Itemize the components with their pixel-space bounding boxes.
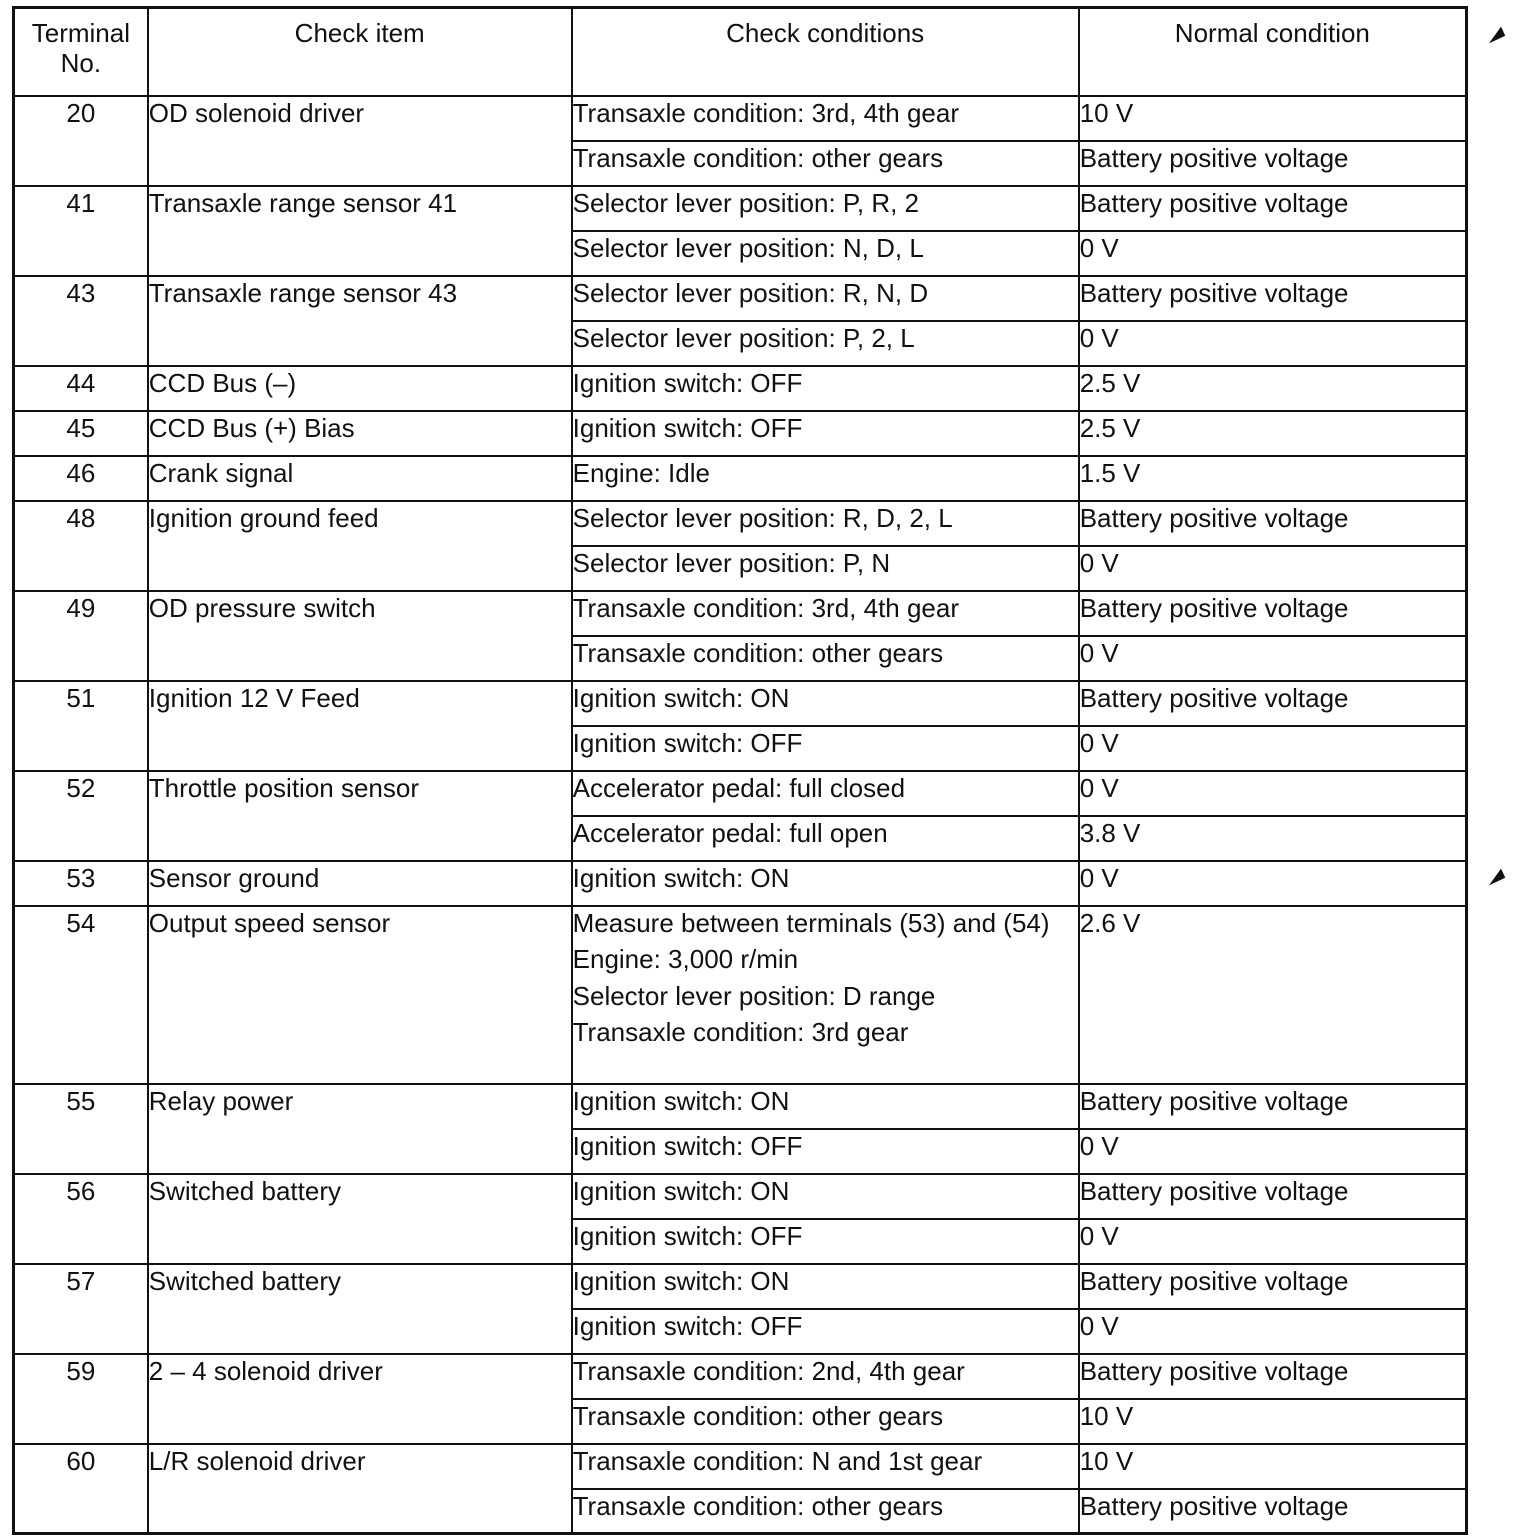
check-condition: Ignition switch: ON: [572, 861, 1079, 906]
check-condition: Transaxle condition: 3rd, 4th gear: [572, 591, 1079, 636]
normal-condition: Battery positive voltage: [1079, 1354, 1467, 1399]
header-row: [14, 8, 1467, 96]
normal-condition: Battery positive voltage: [1079, 681, 1467, 726]
table-row: [14, 366, 1467, 411]
normal-condition: 0 V: [1079, 1309, 1467, 1354]
terminal-number: 54: [14, 906, 148, 1084]
check-condition: Selector lever position: N, D, L: [572, 231, 1079, 276]
normal-condition: 0 V: [1079, 321, 1467, 366]
condition-line: Selector lever position: D range: [572, 980, 936, 1011]
check-item: Relay power: [148, 1084, 572, 1174]
check-condition: Transaxle condition: other gears: [572, 636, 1079, 681]
table-row: [14, 186, 1467, 231]
table-row: [14, 1084, 1467, 1129]
check-condition: Ignition switch: OFF: [572, 1219, 1079, 1264]
normal-condition: 10 V: [1079, 1399, 1467, 1444]
check-condition: Selector lever position: R, D, 2, L: [572, 501, 1079, 546]
terminal-number: 55: [14, 1084, 148, 1174]
revision-mark: [1485, 27, 1506, 44]
revision-mark: [1485, 869, 1506, 886]
normal-condition: Battery positive voltage: [1079, 1264, 1467, 1309]
check-condition: Transaxle condition: other gears: [572, 1489, 1079, 1534]
terminal-number: 53: [14, 861, 148, 906]
check-item: 2 – 4 solenoid driver: [148, 1354, 572, 1444]
terminal-number: 41: [14, 186, 148, 276]
check-condition: Ignition switch: OFF: [572, 1129, 1079, 1174]
check-condition: Ignition switch: ON: [572, 1174, 1079, 1219]
condition-line: Engine: 3,000 r/min: [572, 944, 799, 974]
table-row: [14, 1354, 1467, 1399]
normal-condition: 2.5 V: [1079, 366, 1467, 411]
header-check-item: Check item: [148, 8, 572, 96]
terminal-check-sheet: [12, 6, 1468, 1531]
check-item: OD solenoid driver: [148, 96, 572, 186]
normal-condition: Battery positive voltage: [1079, 1084, 1467, 1129]
normal-condition: Battery positive voltage: [1079, 276, 1467, 321]
check-item: L/R solenoid driver: [148, 1444, 572, 1534]
normal-condition: Battery positive voltage: [1079, 1174, 1467, 1219]
check-item: CCD Bus (+) Bias: [148, 411, 572, 456]
table-row: [14, 411, 1467, 456]
check-condition: Ignition switch: ON: [572, 1084, 1079, 1129]
normal-condition: Battery positive voltage: [1079, 186, 1467, 231]
check-condition: Selector lever position: P, R, 2: [572, 186, 1079, 231]
normal-condition: Battery positive voltage: [1079, 591, 1467, 636]
normal-condition: 0 V: [1079, 726, 1467, 771]
table-row: [14, 771, 1467, 816]
terminal-number: 43: [14, 276, 148, 366]
table-row: [14, 96, 1467, 141]
check-condition: Ignition switch: OFF: [572, 726, 1079, 771]
check-condition: Transaxle condition: 3rd, 4th gear: [572, 96, 1079, 141]
check-condition: Ignition switch: OFF: [572, 366, 1079, 411]
normal-condition: 1.5 V: [1079, 456, 1467, 501]
table-row: [14, 501, 1467, 546]
check-condition: Selector lever position: R, N, D: [572, 276, 1079, 321]
terminal-number: 56: [14, 1174, 148, 1264]
normal-condition: 0 V: [1079, 636, 1467, 681]
table-row: [14, 1444, 1467, 1489]
check-condition: Ignition switch: OFF: [572, 411, 1079, 456]
table-row: [14, 906, 1467, 1084]
normal-condition: 3.8 V: [1079, 816, 1467, 861]
normal-condition: 2.6 V: [1079, 906, 1467, 1084]
check-item: Throttle position sensor: [148, 771, 572, 861]
check-item: Crank signal: [148, 456, 572, 501]
condition-line: Transaxle condition: 3rd gear: [572, 1017, 909, 1047]
check-item: Sensor ground: [148, 861, 572, 906]
terminal-number: 20: [14, 96, 148, 186]
header-terminal: Terminal No.: [14, 8, 148, 96]
terminal-number: 44: [14, 366, 148, 411]
terminal-number: 49: [14, 591, 148, 681]
check-condition: Accelerator pedal: full closed: [572, 771, 1079, 816]
terminal-number: 48: [14, 501, 148, 591]
table-row: [14, 1174, 1467, 1219]
table-row: [14, 456, 1467, 501]
terminal-check-table: [12, 6, 1468, 1535]
check-condition: Selector lever position: P, 2, L: [572, 321, 1079, 366]
normal-condition: Battery positive voltage: [1079, 501, 1467, 546]
check-item: Ignition ground feed: [148, 501, 572, 591]
table-row: [14, 681, 1467, 726]
check-condition: Ignition switch: OFF: [572, 1309, 1079, 1354]
check-condition: Transaxle condition: N and 1st gear: [572, 1444, 1079, 1489]
normal-condition: 10 V: [1079, 1444, 1467, 1489]
table-row: [14, 861, 1467, 906]
check-item: CCD Bus (–): [148, 366, 572, 411]
terminal-number: 51: [14, 681, 148, 771]
normal-condition: 0 V: [1079, 1129, 1467, 1174]
normal-condition: 10 V: [1079, 96, 1467, 141]
header-check-conditions: Check conditions: [572, 8, 1079, 96]
normal-condition: Battery positive voltage: [1079, 1489, 1467, 1534]
terminal-number: 46: [14, 456, 148, 501]
check-condition: Ignition switch: ON: [572, 681, 1079, 726]
check-condition: Engine: Idle: [572, 456, 1079, 501]
check-condition: Accelerator pedal: full open: [572, 816, 1079, 861]
check-condition: Ignition switch: ON: [572, 1264, 1079, 1309]
normal-condition: 0 V: [1079, 546, 1467, 591]
normal-condition: 0 V: [1079, 861, 1467, 906]
check-condition: Transaxle condition: other gears: [572, 141, 1079, 186]
check-item: Output speed sensor: [148, 906, 572, 1084]
terminal-number: 59: [14, 1354, 148, 1444]
terminal-number: 45: [14, 411, 148, 456]
terminal-number: 57: [14, 1264, 148, 1354]
terminal-number: 60: [14, 1444, 148, 1534]
table-body: [14, 96, 1467, 1534]
normal-condition: 0 V: [1079, 771, 1467, 816]
check-condition: Transaxle condition: other gears: [572, 1399, 1079, 1444]
check-item: Switched battery: [148, 1174, 572, 1264]
header-normal-condition: Normal condition: [1079, 8, 1467, 96]
check-condition: Selector lever position: P, N: [572, 546, 1079, 591]
table-row: [14, 1264, 1467, 1309]
condition-line: Measure between terminals (53) and (54): [572, 907, 1050, 938]
table-row: [14, 276, 1467, 321]
check-item: Transaxle range sensor 41: [148, 186, 572, 276]
check-condition: [572, 906, 1079, 1084]
check-item: Transaxle range sensor 43: [148, 276, 572, 366]
check-item: Ignition 12 V Feed: [148, 681, 572, 771]
normal-condition: Battery positive voltage: [1079, 141, 1467, 186]
normal-condition: 0 V: [1079, 1219, 1467, 1264]
check-item: Switched battery: [148, 1264, 572, 1354]
check-condition: Transaxle condition: 2nd, 4th gear: [572, 1354, 1079, 1399]
check-item: OD pressure switch: [148, 591, 572, 681]
terminal-number: 52: [14, 771, 148, 861]
table-row: [14, 591, 1467, 636]
normal-condition: 2.5 V: [1079, 411, 1467, 456]
normal-condition: 0 V: [1079, 231, 1467, 276]
